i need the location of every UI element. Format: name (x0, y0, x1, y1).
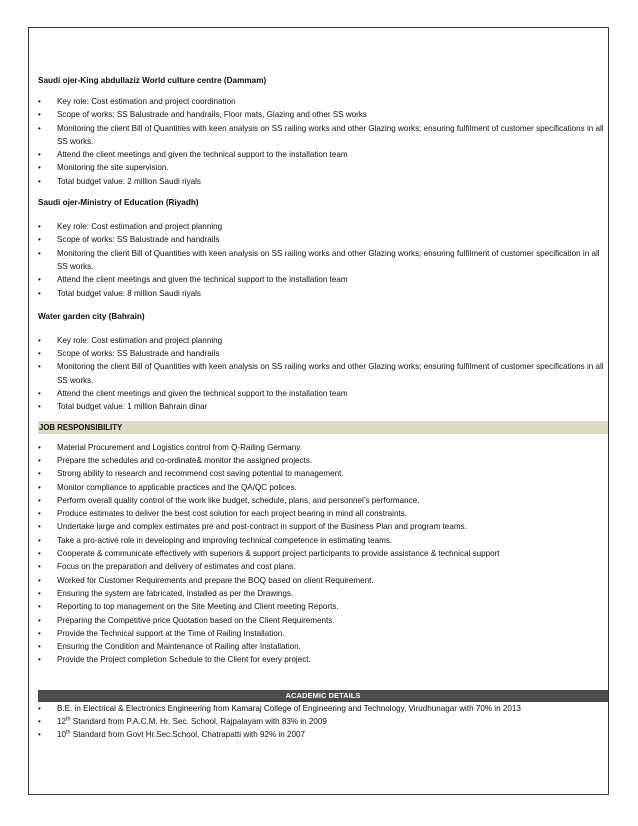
job-responsibility-list (38, 441, 608, 667)
list-item: • Cooperate & communicate effectively with superiors & support project participants to provide assistance & technical support (38, 547, 608, 560)
bullet-icon: • (38, 288, 41, 298)
bullet-icon: • (38, 615, 41, 625)
bullet-icon: • (38, 442, 41, 452)
bullet-icon: • (38, 222, 41, 232)
bullet-icon: • (38, 522, 41, 532)
bullet-icon: • (38, 402, 41, 412)
job-responsibility-heading: JOB RESPONSIBILITY (38, 421, 608, 434)
list-item: • Attend the client meetings and given the technical support to the installation team (38, 148, 608, 161)
bullet-icon: • (38, 176, 41, 186)
bullet-icon: • (38, 602, 41, 612)
list-item: • Strong ability to research and recommend cost saving potential to management. (38, 467, 608, 480)
bullet-icon: • (38, 482, 41, 492)
project-bullets (38, 95, 608, 188)
list-item: • Attend the client meetings and given the technical support to the installation team (38, 387, 608, 400)
bullet-icon: • (38, 389, 41, 399)
list-item: • Scope of works: SS Balustrade and handrails (38, 233, 608, 246)
bullet-icon: • (38, 362, 41, 372)
list-item: • Focus on the preparation and delivery of estimates and cost plans. (38, 560, 608, 573)
bullet-icon: • (38, 730, 41, 740)
list-item: • Prepare the schedules and co-ordinate& monitor the assigned projects. (38, 454, 608, 467)
list-item: • Scope of works: SS Balustrade and handrails (38, 347, 608, 360)
bullet-icon: • (38, 150, 41, 160)
list-item: • Provide the Project completion Schedule to the Client for every project. (38, 653, 608, 666)
list-item: • Ensuring the Condition and Maintenance of Railing after Installation. (38, 640, 608, 653)
list-item: • Undertake large and complex estimates pre and post-contract in support of the Business Plan and program teams. (38, 520, 608, 533)
academic-details-list (38, 702, 608, 742)
bullet-icon: • (38, 248, 41, 258)
bullet-icon: • (38, 495, 41, 505)
bullet-icon: • (38, 509, 41, 519)
project-title: Saudi ojer-King abdullaziz World culture centre (Dammam) (38, 76, 267, 85)
list-item: • Perform overall quality control of the work like budget, schedule, plans, and personnel’s performance. (38, 494, 608, 507)
bullet-icon: • (38, 562, 41, 572)
bullet-icon: • (38, 703, 41, 713)
list-item: • Material Procurement and Logistics control from Q-Railing Germany. (38, 441, 608, 454)
project-bullets (38, 334, 608, 414)
bullet-icon: • (38, 349, 41, 359)
list-item: • Monitoring the client Bill of Quantities with keen analysis on SS railing works and other Glazing works; ensuring fulfilment of customer specification in all SS works. (38, 248, 600, 271)
list-item: • Preparing the Competitive price Quotation based on the Client Requirements. (38, 614, 608, 627)
resume-content (38, 75, 608, 742)
project-title: Water garden city (Bahrain) (38, 311, 145, 321)
list-item: • Key role: Cost estimation and project planning (38, 220, 608, 233)
list-item: • Monitoring the client Bill of Quantities with keen analysis on SS railing works and other Glazing works; ensuring fulfilment of customer specifications in all SS works. (38, 123, 604, 146)
list-item: • B.E. in Electrical & Electronics Engineering from Kamaraj College of Engineering and Technology, Virudhunagar with 70% in 2013 (38, 702, 608, 715)
list-item: • Total budget value: 8 million Saudi riyals (38, 287, 608, 300)
project-bullets (38, 220, 608, 300)
list-item: • 12th Standard from P.A.C.M. Hr. Sec. School, Rajpalayam with 83% in 2009 (38, 715, 608, 728)
bullet-icon: • (38, 97, 41, 106)
bullet-icon: • (38, 275, 41, 285)
bullet-icon: • (38, 235, 41, 245)
list-item: • Total budget value: 2 million Saudi riyals (38, 175, 608, 188)
bullet-icon: • (38, 455, 41, 465)
list-item: • Key role: Cost estimation and project coordination (38, 95, 608, 108)
bullet-icon: • (38, 535, 41, 545)
list-item: • Scope of works: SS Balustrade and handrails, Floor mats, Glazing and other SS works (38, 108, 608, 121)
bullet-icon: • (38, 642, 41, 652)
academic-details-heading: ACADEMIC DETAILS (38, 690, 608, 702)
list-item: • Ensuring the system are fabricated, Installed as per the Drawings. (38, 587, 608, 600)
list-item: • Produce estimates to deliver the best cost solution for each project bearing in mind all constraints. (38, 507, 608, 520)
bullet-icon: • (38, 575, 41, 585)
bullet-icon: • (38, 110, 41, 120)
bullet-icon: • (38, 123, 41, 133)
list-item: • Total budget value: 1 million Bahrain dinar (38, 400, 608, 413)
bullet-icon: • (38, 716, 41, 726)
list-item: • Worked for Customer Requirements and prepare the BOQ based on client Requirement. (38, 574, 608, 587)
list-item: • Take a pro-active role in developing and improving technical competence in estimating teams. (38, 534, 608, 547)
list-item: • Attend the client meetings and given the technical support to the installation team (38, 273, 608, 286)
bullet-icon: • (38, 588, 41, 598)
bullet-icon: • (38, 335, 41, 345)
resume-page (28, 27, 609, 795)
list-item: • Reporting to top management on the Site Meeting and Client meeting Reports. (38, 600, 608, 613)
list-item: • Provide the Technical support at the Time of Railing Installation. (38, 627, 608, 640)
list-item: • Monitoring the client Bill of Quantities with keen analysis on SS railing works and other Glazing works; ensuring fulfilment of customer specifications in all SS works. (38, 362, 604, 385)
bullet-icon: • (38, 655, 41, 665)
list-item: • Key role: Cost estimation and project planning (38, 334, 608, 347)
list-item: • Monitoring the site supervision. (38, 161, 608, 174)
bullet-icon: • (38, 549, 41, 559)
bullet-icon: • (38, 163, 41, 173)
bullet-icon: • (38, 628, 41, 638)
bullet-icon: • (38, 469, 41, 479)
list-item: • 10th Standard from Govt Hr.Sec.School, Chatrapatti with 92% in 2007 (38, 728, 608, 741)
list-item: • Monitor compliance to applicable practices and the QA/QC polices. (38, 481, 608, 494)
project-title: Saudi ojer-Ministry of Education (Riyadh) (38, 198, 199, 208)
